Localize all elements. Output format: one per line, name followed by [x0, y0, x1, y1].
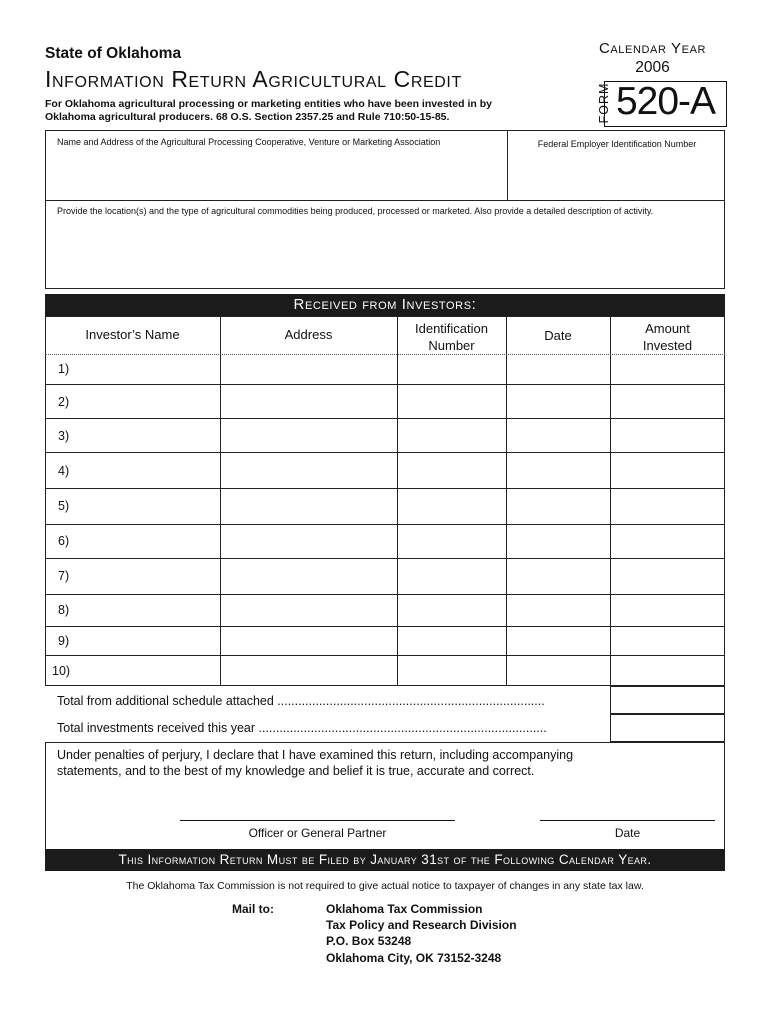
entity-name-label: Name and Address of the Agricultural Processing Cooperative, Venture or Marketing Association: [57, 137, 441, 147]
form-title: Information Return Agricultural Credit: [45, 66, 462, 92]
notice-text: The Oklahoma Tax Commission is not required to give actual notice to taxpayer of changes in any state tax law.: [126, 880, 644, 892]
row-line-2: [45, 418, 725, 419]
mail-address-line-1: Oklahoma Tax Commission: [326, 902, 483, 916]
date-label: Date: [614, 826, 641, 840]
form-intro: For Oklahoma agricultural processing or marketing entities who have been invested in by Oklahoma agricultural producers. 68 O.S. Section 2357.25 and Rule 710:50-15-85.: [45, 98, 492, 123]
row-line-4: [45, 488, 725, 489]
col-divider-3: [506, 316, 507, 686]
fein-label: Federal Employer Identification Number: [537, 139, 697, 149]
total-investments-label: Total investments received this year ...................................................................................: [57, 721, 547, 735]
officer-label: Officer or General Partner: [248, 826, 387, 840]
row-number: 7): [58, 569, 70, 583]
col-header-id-line1: Identification: [415, 321, 488, 336]
row-line-3: [45, 452, 725, 453]
calendar-year-label: Calendar Year: [598, 40, 707, 57]
row-number: 10): [52, 664, 71, 678]
col-header-id-line2: Number: [428, 338, 475, 353]
mail-to-label: Mail to:: [232, 902, 274, 916]
declaration-text: Under penalties of perjury, I declare that I have examined this return, including accompanying statements, and to the best of my knowledge and belief it is true, accurate and correct.: [57, 748, 574, 778]
row-line-6: [45, 558, 725, 559]
col-divider-2: [397, 316, 398, 686]
row-line-1: [45, 384, 725, 385]
investors-section-title: Received from Investors:: [45, 294, 725, 316]
entity-name-field[interactable]: [46, 150, 506, 200]
row-number: 9): [58, 634, 70, 648]
row-number: 2): [58, 395, 70, 409]
row-number: 6): [58, 534, 70, 548]
row-line-8: [45, 626, 725, 627]
mail-address-line-4: Oklahoma City, OK 73152-3248: [326, 951, 502, 965]
location-label: Provide the location(s) and the type of agricultural commodities being produced, processed or marketed. Also provide a detailed description of activity.: [57, 206, 654, 216]
date-signature-line[interactable]: [540, 820, 715, 821]
total-additional-label: Total from additional schedule attached .............................................................................: [57, 694, 545, 708]
col-divider-1: [220, 316, 221, 686]
row-number: 3): [58, 429, 70, 443]
total-additional-field[interactable]: [610, 686, 725, 714]
investors-table: [45, 316, 725, 686]
col-header-amount-line1: Amount: [645, 321, 690, 336]
row-number: 4): [58, 464, 70, 478]
fein-field[interactable]: [508, 152, 724, 200]
officer-signature-line[interactable]: [180, 820, 455, 821]
filing-deadline: This Information Return Must be Filed by January 31st of the Following Calendar Year.: [45, 849, 725, 871]
row-line-7: [45, 594, 725, 595]
calendar-year-value: 2006: [635, 59, 670, 76]
row-line-0: [45, 354, 725, 355]
row-number: 8): [58, 603, 70, 617]
col-header-amount-line2: Invested: [642, 338, 693, 353]
col-header-date: Date: [544, 328, 572, 343]
col-header-name: Investor’s Name: [85, 327, 180, 342]
form-word-text: FORM: [597, 82, 611, 124]
col-header-address: Address: [284, 327, 333, 342]
row-line-9: [45, 655, 725, 656]
col-divider-4: [610, 316, 611, 686]
row-line-5: [45, 524, 725, 525]
mail-address-line-2: Tax Policy and Research Division: [326, 918, 517, 932]
row-number: 1): [58, 362, 70, 376]
mail-address-line-3: P.O. Box 53248: [326, 934, 412, 948]
row-number: 5): [58, 499, 70, 513]
total-investments-field[interactable]: [610, 714, 725, 742]
state-name: State of Oklahoma: [45, 45, 182, 62]
form-number: 520-A: [615, 80, 716, 123]
location-field[interactable]: [46, 232, 724, 288]
